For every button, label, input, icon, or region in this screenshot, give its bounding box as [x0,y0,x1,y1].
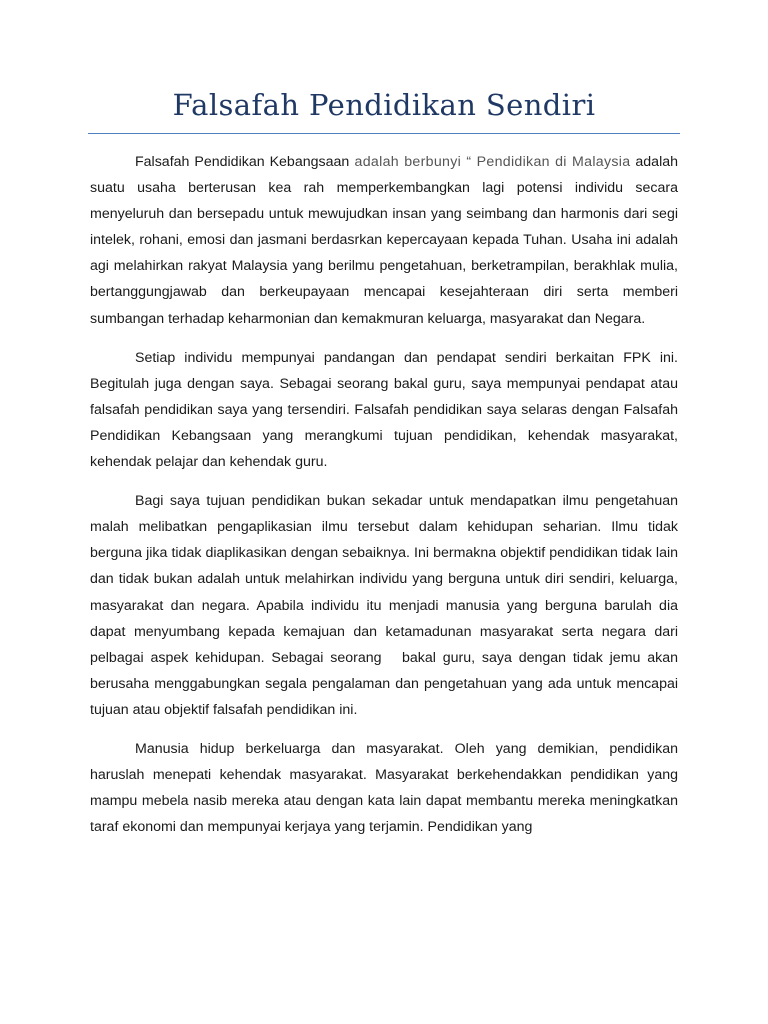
paragraph-2: Setiap individu mempunyai pandangan dan pendapat sendiri berkaitan FPK ini. Begitulah juga dengan saya. Sebagai seorang bakal guru, saya mempunyai pendapat atau falsafah pendidikan saya yang tersendiri. Falsafah pendidikan saya selaras dengan Falsafah Pendidikan Kebangsaan yang merangkumi tujuan pendidikan, kehendak masyarakat, kehendak pelajar dan kehendak guru. [90,349,678,471]
document-title: Falsafah Pendidikan Sendiri [172,88,596,122]
document-body [90,149,678,853]
paragraph-3: Bagi saya tujuan pendidikan bukan sekadar untuk mendapatkan ilmu pengetahuan malah melibatkan pengaplikasian ilmu tersebut dalam kehidupan seharian. Ilmu tidak berguna jika tidak diaplikasikan dengan sebaiknya. Ini bermakna objektif pendidikan tidak lain dan tidak bukan adalah untuk melahirkan individu yang berguna untuk diri sendiri, keluarga, masyarakat dan negara. Apabila individu itu menjadi manusia yang berguna barulah dia dapat menyumbang kepada kemajuan dan ketamadunan masyarakat serta negara dari pelbagai aspek kehidupan. Sebagai seorang bakal guru, saya dengan tidak jemu akan berusaha menggabungkan segala pengalaman dan pengetahuan yang ada untuk mencapai tujuan atau objektif falsafah pendidikan ini. [90,493,678,718]
title-underline [88,133,680,134]
paragraph-4: Manusia hidup berkeluarga dan masyarakat. Oleh yang demikian, pendidikan haruslah menepati kehendak masyarakat. Masyarakat berkehendakkan pendidikan yang mampu mebela nasib mereka atau dengan kata lain dapat membantu mereka meningkatkan taraf ekonomi dan mempunyai kerjaya yang terjamin. Pendidikan yang [90,740,678,836]
paragraph-1-text: adalah suatu usaha berterusan kea rah memperkembangkan lagi potensi individu secara menyeluruh dan bersepadu untuk mewujudkan insan yang seimbang dan harmonis dari segi intelek, rohani, emosi dan jasmani berdasrkan kepercayaan kepada Tuhan. Usaha ini adalah agi melahirkan rakyat Malaysia yang berilmu pengetahuan, berketrampilan, berakhlak mulia, bertanggungjawab dan berkeupayaan mencapai kesejahteraan diri serta memberi sumbangan terhadap keharmonian dan kemakmuran keluarga, masyarakat dan Negara. [90,154,679,327]
paragraph-1 [90,149,678,332]
paragraph-1-lead-light: adalah berbunyi “ Pendidikan di Malaysia [349,154,631,170]
paragraph-1-lead: Falsafah Pendidikan Kebangsaan [135,154,350,170]
